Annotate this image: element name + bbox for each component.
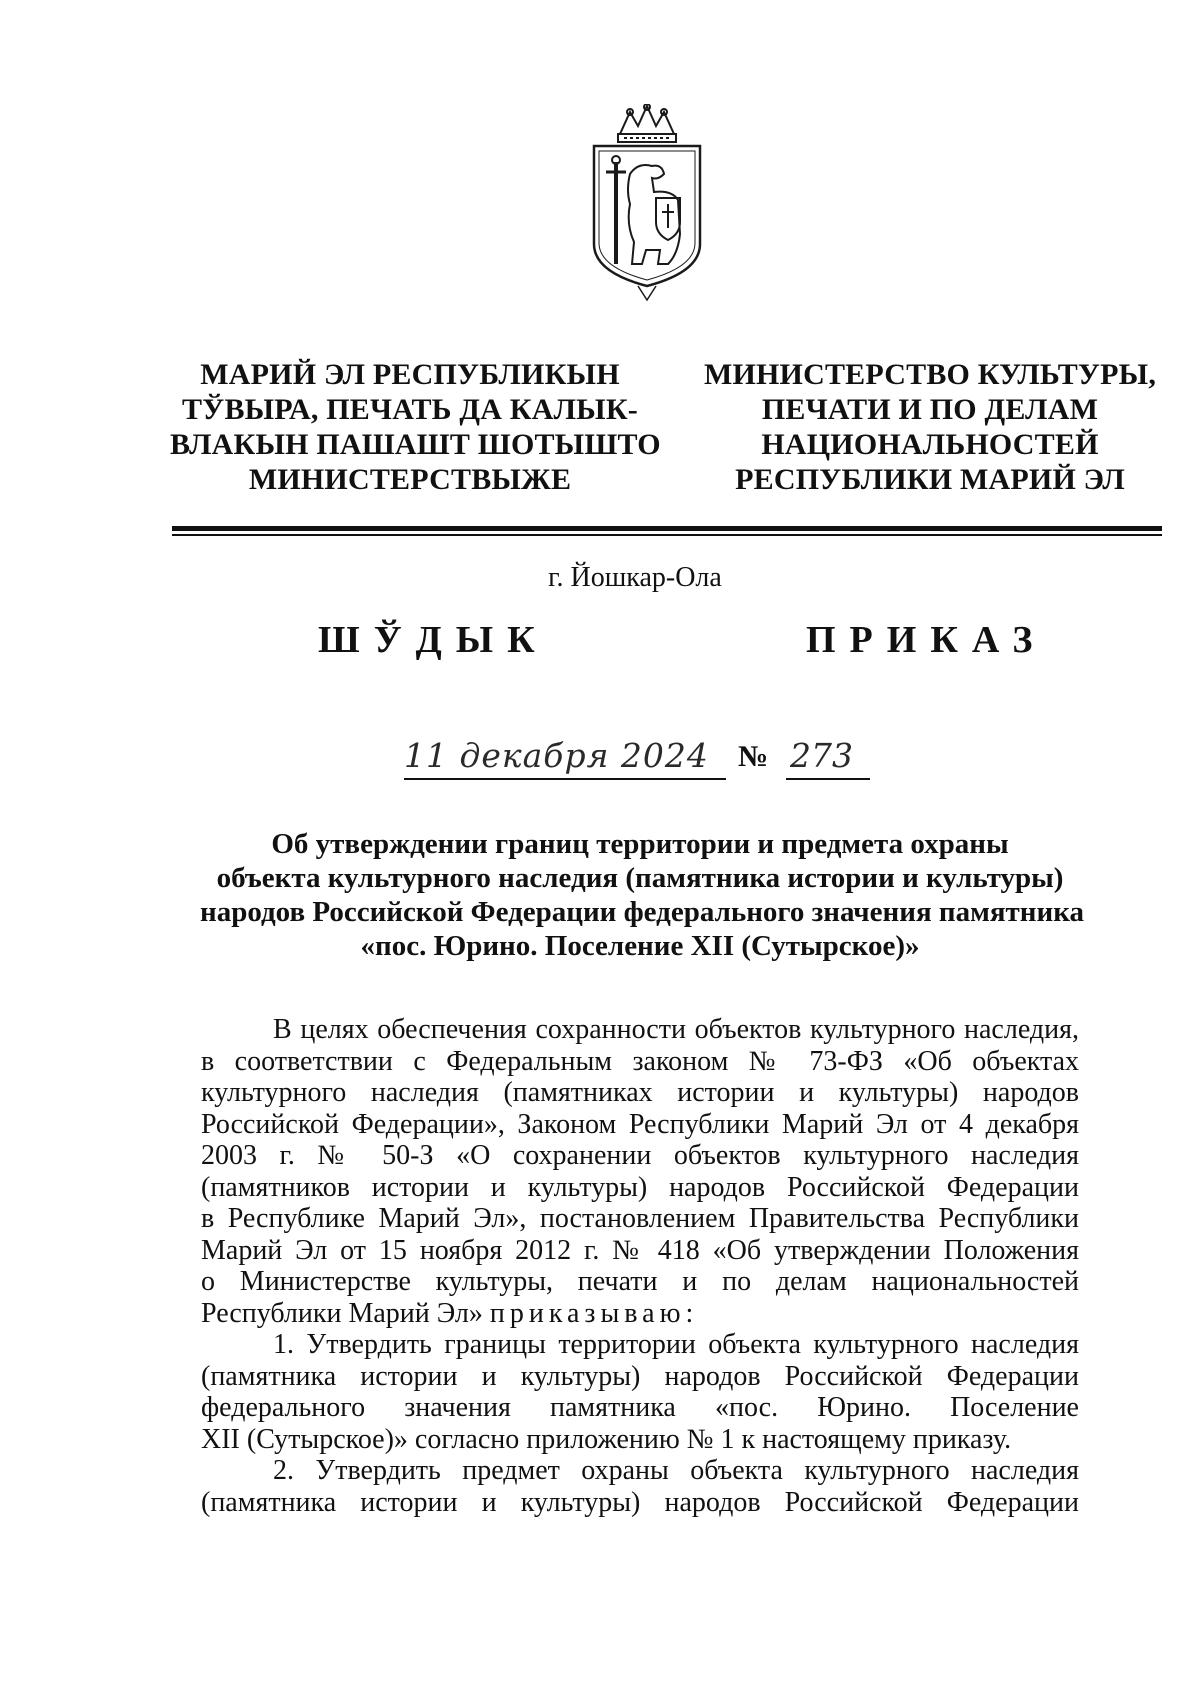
handwritten-number: 273: [790, 736, 853, 775]
body-line: В целях обеспечения сохранности объектов культурного наследия,: [273, 1014, 1079, 1045]
body-line: [201, 1298, 1079, 1330]
order-body: [201, 1014, 1079, 1518]
header-right-line: НАЦИОНАЛЬНОСТЕЙ: [761, 428, 1099, 461]
body-line: федерального значения памятника «пос. Юрино. Поселение: [201, 1392, 1079, 1423]
order-subject: [200, 827, 1084, 963]
subject-line: народов Российской Федерации федерального значения памятника: [200, 896, 1084, 928]
body-line: 2003 г. № 50-З «О сохранении объектов культурного наследия: [201, 1140, 1079, 1171]
coat-of-arms-icon: [572, 104, 722, 304]
body-line: культурного наследия (памятниках истории и культуры) народов: [201, 1077, 1079, 1108]
title-mari: ШЎДЫК: [318, 619, 549, 661]
body-line: XII (Сутырское)» согласно приложению № 1 к настоящему приказу.: [201, 1423, 1012, 1455]
body-line: 1. Утвердить границы территории объекта культурного наследия: [273, 1329, 1079, 1360]
header-divider-thick: [172, 526, 1162, 531]
header-left-line: МАРИЙ ЭЛ РЕСПУБЛИКЫН: [200, 358, 620, 391]
handwritten-date: 11 декабря 2024: [404, 736, 709, 775]
header-left-line: ТЎВЫРА, ПЕЧАТЬ ДА КАЛЫК-: [182, 393, 638, 426]
body-line: (памятника истории и культуры) народов Российской Федерации: [201, 1486, 1079, 1518]
header-divider-thin: [172, 534, 1162, 536]
body-line: Марий Эл от 15 ноября 2012 г. № 418 «Об утверждении Положения: [201, 1234, 1079, 1266]
spaced-word-orders: приказываю:: [489, 1297, 699, 1329]
title-russian: ПРИКАЗ: [806, 619, 1047, 661]
header-right-russian: [700, 357, 1160, 497]
date-number-line: [0, 736, 1200, 796]
header-left-line: МИНИСТЕРСТВЫЖЕ: [248, 463, 572, 496]
header-right-line: МИНИСТЕРСТВО КУЛЬТУРЫ,: [703, 358, 1157, 391]
body-line-prefix: Республики Марий Эл»: [201, 1297, 483, 1329]
city-name: г. Йошкар-Ола: [548, 562, 722, 593]
subject-line: Об утверждении границ территории и предмета охраны: [271, 828, 1009, 860]
number-underline: [786, 778, 870, 780]
header-right-line: РЕСПУБЛИКИ МАРИЙ ЭЛ: [735, 463, 1125, 496]
body-line: (памятников истории и культуры) народов Российской Федерации: [201, 1171, 1079, 1203]
body-line: в Республике Марий Эл», постановлением Правительства Республики: [201, 1203, 1079, 1234]
number-sign: №: [738, 740, 769, 773]
body-line: Российской Федерации», Законом Республики Марий Эл от 4 декабря: [201, 1108, 1079, 1140]
date-underline: [404, 778, 726, 780]
header-right-line: ПЕЧАТИ И ПО ДЕЛАМ: [761, 393, 1099, 426]
header-left-mari: [170, 357, 661, 497]
subject-line: «пос. Юрино. Поселение XII (Сутырское)»: [360, 930, 920, 962]
body-line: о Министерстве культуры, печати и по делам национальностей: [201, 1266, 1079, 1297]
body-line: (памятника истории и культуры) народов Российской Федерации: [201, 1360, 1079, 1392]
subject-line: объекта культурного наследия (памятника истории и культуры): [216, 862, 1064, 894]
body-line: 2. Утвердить предмет охраны объекта культурного наследия: [273, 1455, 1079, 1486]
header-left-line: ВЛАКЫН ПАШАШТ ШОТЫШТО: [170, 428, 661, 461]
body-line: в соответствии с Федеральным законом № 73-ФЗ «Об объектах: [201, 1045, 1079, 1077]
